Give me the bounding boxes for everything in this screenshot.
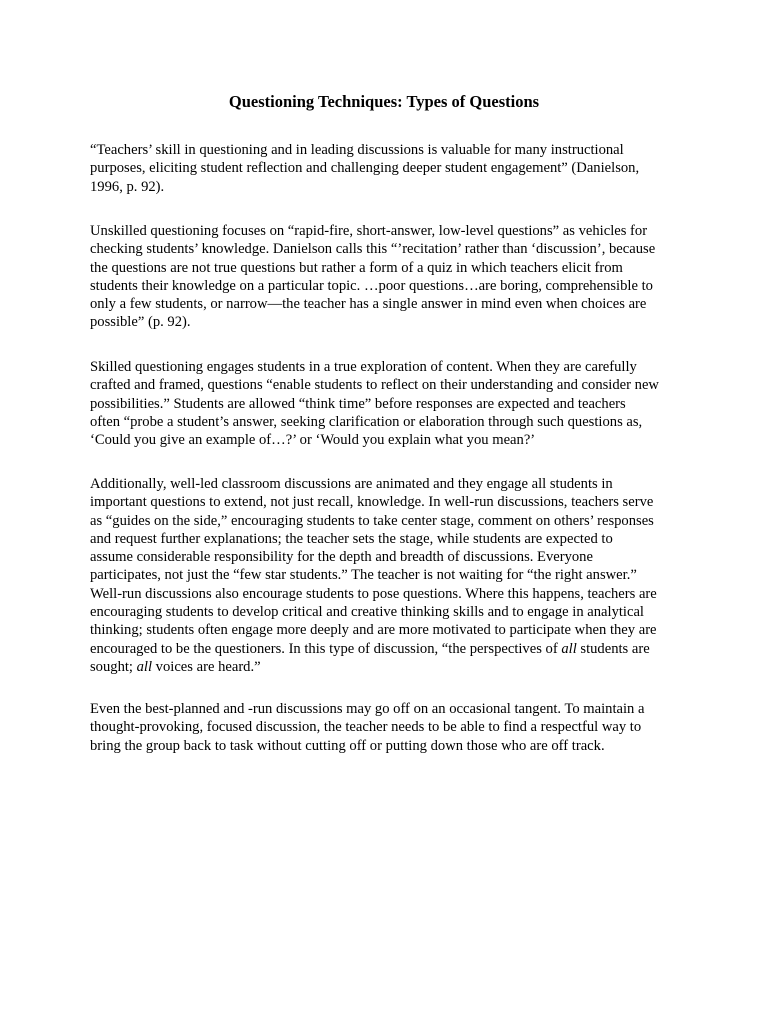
paragraph-line: thinking; students often engage more deeply and are more motivated to participate when they are	[90, 622, 657, 639]
line-text: voices are heard.”	[152, 658, 261, 675]
emphasis-all: all	[136, 658, 153, 675]
paragraph-line: only a few students, or narrow—the teacher has a single answer in mind even when choices are	[90, 296, 647, 313]
paragraph-line: checking students’ knowledge. Danielson calls this “’recitation’ rather than ‘discussion’, because	[90, 241, 656, 258]
paragraph-line: bring the group back to task without cutting off or putting down those who are off track.	[90, 737, 605, 754]
paragraph-line: “Teachers’ skill in questioning and in leading discussions is valuable for many instructional	[90, 142, 624, 158]
paragraph-5	[90, 700, 680, 755]
paragraph-line: Well-run discussions also encourage students to pose questions. Where this happens, teachers are	[90, 585, 657, 602]
paragraph-line: Additionally, well-led classroom discussions are animated and they engage all students in	[90, 476, 613, 492]
line-text: sought;	[90, 658, 137, 675]
paragraph-line: participates, not just the “few star students.” The teacher is not waiting for “the right answer.”	[90, 567, 637, 584]
line-text: students are	[576, 640, 650, 657]
line-text: encouraged to be the questioners. In this type of discussion, “the perspectives of	[90, 640, 562, 657]
paragraph-line: as “guides on the side,” encouraging students to take center stage, comment on others’ responses	[90, 512, 654, 529]
paragraph-line: ‘Could you give an example of…?’ or ‘Would you explain what you mean?’	[90, 432, 536, 449]
paragraph-line: Unskilled questioning focuses on “rapid-fire, short-answer, low-level questions” as vehicles for	[90, 223, 648, 239]
paragraph-line: encouraging students to develop critical and creative thinking skills and to engage in analytical	[90, 604, 644, 621]
paragraph-line: Skilled questioning engages students in a true exploration of content. When they are carefully	[90, 359, 637, 375]
paragraph-2	[90, 222, 680, 332]
paragraph-line: 1996, p. 92).	[90, 178, 165, 195]
paragraph-line: possible” (p. 92).	[90, 314, 191, 331]
document-title: Questioning Techniques: Types of Questions	[228, 92, 540, 111]
emphasis-all: all	[561, 640, 577, 657]
paragraph-line: and request further explanations; the teacher sets the stage, while students are expected to	[90, 530, 613, 547]
paragraph-line: crafted and framed, questions “enable students to reflect on their understanding and consider new	[90, 377, 659, 394]
paragraph-line: possibilities.” Students are allowed “think time” before responses are expected and teachers	[90, 395, 626, 412]
paragraph-line: students their knowledge on a particular topic. …poor questions…are boring, comprehensible to	[90, 277, 653, 294]
paragraph-line	[90, 658, 680, 676]
paragraph-line: often “probe a student’s answer, seeking clarification or elaboration through such questions as,	[90, 413, 643, 430]
paragraph-3	[90, 358, 680, 449]
paragraph-line: purposes, eliciting student reflection and challenging deeper student engagement” (Danielson,	[90, 160, 640, 177]
paragraph-4	[90, 475, 680, 676]
paragraph-1	[90, 141, 680, 196]
paragraph-line: thought-provoking, focused discussion, the teacher needs to be able to find a respectful way to	[90, 719, 642, 736]
paragraph-line: important questions to extend, not just recall, knowledge. In well-run discussions, teachers serve	[90, 494, 654, 511]
paragraph-line: Even the best-planned and -run discussions may go off on an occasional tangent. To maintain a	[90, 701, 645, 717]
paragraph-line: assume considerable responsibility for the depth and breadth of discussions. Everyone	[90, 549, 593, 566]
paragraph-line: the questions are not true questions but rather a form of a quiz in which teachers elicit from	[90, 259, 623, 276]
paragraph-line	[90, 640, 680, 658]
